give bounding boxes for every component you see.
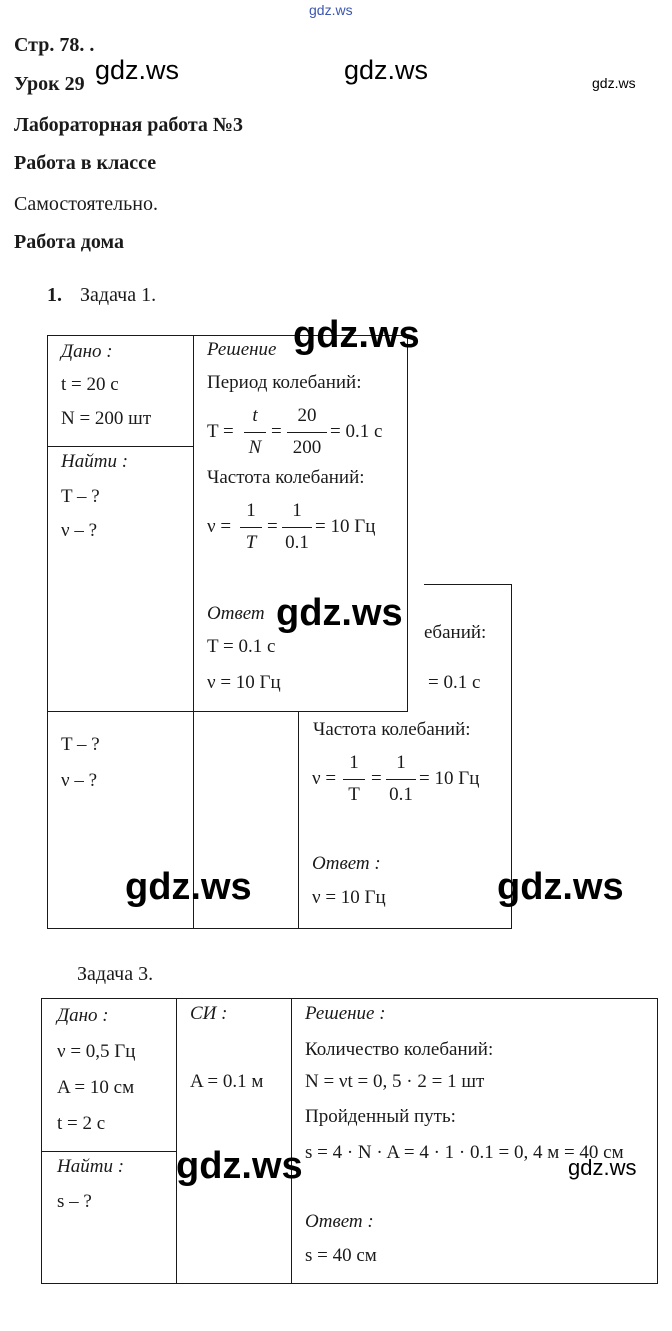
task2-frac1-num: 1 [349, 752, 359, 773]
task1-frac3-den: T [245, 532, 257, 553]
fraction-bar [386, 779, 416, 780]
task1-frac1-den: N [248, 437, 262, 458]
watermark: gdz.ws [568, 1155, 637, 1180]
task1-period-lhs: T = [207, 421, 234, 442]
watermark-top: gdz.ws [309, 2, 353, 18]
lab-heading: Лабораторная работа №3 [14, 114, 244, 136]
task2-answer-nu: ν = 10 Гц [312, 887, 386, 908]
task3-find-label: Найти : [57, 1156, 125, 1177]
task1-freq-result: = 10 Гц [315, 516, 376, 537]
task1-solution-label: Решение [207, 339, 277, 360]
task2-partial-line2: = 0.1 с [428, 672, 481, 693]
task1-frac2-num: 20 [297, 405, 317, 426]
task1-freq-label: Частота колебаний: [207, 467, 365, 488]
watermark: gdz.ws [276, 592, 403, 634]
watermark: gdz.ws [497, 866, 624, 908]
fraction-bar [343, 779, 365, 780]
task1-answer-nu: ν = 10 Гц [207, 672, 281, 693]
fraction-bar [240, 527, 262, 528]
task2-partial-line1: ебаний: [424, 622, 487, 643]
page-ref: Стр. 78. . [14, 34, 95, 56]
equals-sign: = [271, 421, 282, 442]
watermark: gdz.ws [344, 55, 429, 85]
lesson-heading: Урок 29 [14, 73, 85, 95]
task2-frac1-den: T [348, 784, 360, 805]
task1-period-result: = 0.1 с [330, 421, 383, 442]
fraction-bar [287, 432, 327, 433]
watermark: gdz.ws [95, 55, 180, 85]
task3-path-label: Пройденный путь: [305, 1106, 456, 1127]
watermark: gdz.ws [293, 314, 420, 356]
task3-count-label: Количество колебаний: [305, 1039, 494, 1060]
watermark: gdz.ws [592, 75, 636, 91]
task1-frac4-den: 0.1 [285, 532, 309, 553]
fraction-bar [282, 527, 312, 528]
task2-answer-label: Ответ : [312, 853, 381, 874]
task1-frac2-den: 200 [292, 437, 322, 458]
task3-given-t: t = 2 с [57, 1113, 106, 1134]
task3-si-a: A = 0.1 м [190, 1071, 264, 1092]
task2-freq-lhs: ν = [312, 768, 337, 789]
task2-frac2-num: 1 [396, 752, 406, 773]
task2-frac2-den: 0.1 [389, 784, 413, 805]
watermark: gdz.ws [176, 1145, 303, 1187]
task3-si-label: СИ : [190, 1003, 228, 1024]
task1-answer-label: Ответ [207, 603, 265, 624]
task1-period-label: Период колебаний: [207, 372, 362, 393]
watermark: gdz.ws [125, 866, 252, 908]
task1-number: 1. [47, 284, 62, 306]
task3-given-a: A = 10 см [57, 1077, 135, 1098]
home-work-heading: Работа дома [14, 231, 124, 253]
task1-frac1-num: t [252, 405, 258, 426]
task1-find-t: T – ? [61, 486, 100, 507]
task3-title: Задача 3. [77, 963, 154, 985]
equals-sign: = [267, 516, 278, 537]
class-work-text: Самостоятельно. [14, 193, 158, 215]
task3-solution-label: Решение : [305, 1003, 386, 1024]
task3-count-formula: N = νt = 0, 5 · 2 = 1 шт [305, 1071, 485, 1092]
class-work-heading: Работа в классе [14, 152, 157, 174]
task1-given-n: N = 200 шт [61, 408, 152, 429]
task1-frac3-num: 1 [246, 500, 256, 521]
equals-sign: = [371, 768, 382, 789]
task3-find-s: s – ? [57, 1191, 92, 1212]
task1-find-nu: ν – ? [61, 520, 98, 541]
task1-freq-lhs: ν = [207, 516, 232, 537]
task2-freq-result: = 10 Гц [419, 768, 480, 789]
task1-frac4-num: 1 [292, 500, 302, 521]
task1-answer-t: T = 0.1 с [207, 636, 276, 657]
task1-given-label: Дано : [61, 341, 113, 362]
task2-find-nu: ν – ? [61, 770, 98, 791]
task3-given-nu: ν = 0,5 Гц [57, 1041, 136, 1062]
task2-find-t: T – ? [61, 734, 100, 755]
fraction-bar [244, 432, 266, 433]
task3-answer-label: Ответ : [305, 1211, 374, 1232]
task1-given-t: t = 20 с [61, 374, 119, 395]
task1-find-label: Найти : [61, 451, 129, 472]
task3-path-formula: s = 4 · N · A = 4 · 1 · 0.1 = 0, 4 м = 40 см [305, 1142, 624, 1163]
task1-title: Задача 1. [80, 284, 157, 306]
task2-freq-label: Частота колебаний: [313, 719, 471, 740]
task3-given-label: Дано : [57, 1005, 109, 1026]
task3-answer-s: s = 40 см [305, 1245, 377, 1266]
